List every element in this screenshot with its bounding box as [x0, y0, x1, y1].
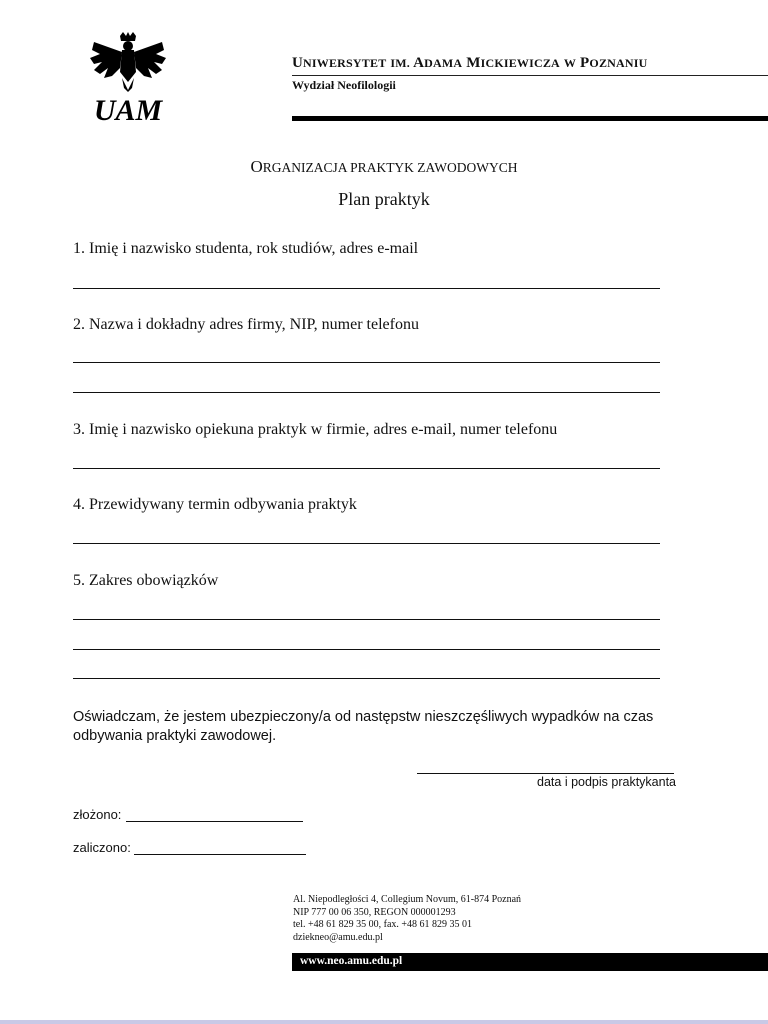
question-2-label: 2. Nazwa i dokładny adres firmy, NIP, numer telefonu [73, 316, 419, 333]
submitted-line[interactable] [126, 821, 303, 822]
website-link[interactable]: www.neo.amu.edu.pl [300, 955, 403, 967]
footer-email[interactable]: dziekneo@amu.edu.pl [293, 931, 383, 943]
footer-phone-fax: tel. +48 61 829 35 00, fax. +48 61 829 35 01 [293, 919, 473, 930]
document-heading: ORGANIZACJA PRAKTYK ZAWODOWYCH [250, 157, 518, 176]
answer-1-line-1[interactable] [73, 288, 660, 289]
question-4-label: 4. Przewidywany termin odbywania praktyk [73, 496, 357, 513]
logo-text: UAM [93, 94, 163, 124]
question-1-label: 1. Imię i nazwisko studenta, rok studiów, adres e-mail [73, 240, 419, 257]
question-5-label: 5. Zakres obowiązków [73, 572, 219, 589]
signature-label: data i podpis praktykanta [537, 775, 676, 789]
footer-address: Al. Niepodległości 4, Collegium Novum, 61-874 Poznań [293, 894, 522, 905]
footer-nip-regon: NIP 777 00 06 350, REGON 000001293 [293, 906, 456, 918]
viewer-bottom-edge [0, 1020, 768, 1024]
answer-2-line-1[interactable] [73, 362, 660, 363]
submitted-label: złożono: [73, 807, 122, 822]
insurance-declaration: Oświadczam, że jestem ubezpieczony/a od następstw nieszczęśliwych wypadków na czas odbywania praktyki zawodowej. [73, 709, 654, 744]
question-3-label: 3. Imię i nazwisko opiekuna praktyk w firmie, adres e-mail, numer telefonu [73, 421, 558, 438]
answer-2-line-2[interactable] [73, 392, 660, 393]
university-name: UNIWERSYTET IM. ADAMA MICKIEWICZA W POZNANIU [292, 55, 648, 71]
answer-5-line-1[interactable] [73, 619, 660, 620]
answer-3-line-1[interactable] [73, 468, 660, 469]
passed-label: zaliczono: [73, 840, 131, 855]
header-thin-rule [292, 75, 768, 76]
passed-line[interactable] [134, 854, 306, 855]
faculty-name: Wydział Neofilologii [292, 78, 396, 92]
answer-5-line-2[interactable] [73, 649, 660, 650]
answer-4-line-1[interactable] [73, 543, 660, 544]
signature-line[interactable] [417, 773, 674, 774]
header-thick-rule [292, 116, 768, 121]
footer-contact [293, 894, 521, 944]
uam-eagle-logo [88, 32, 168, 124]
document-subtitle: Plan praktyk [338, 189, 430, 209]
answer-5-line-3[interactable] [73, 678, 660, 679]
